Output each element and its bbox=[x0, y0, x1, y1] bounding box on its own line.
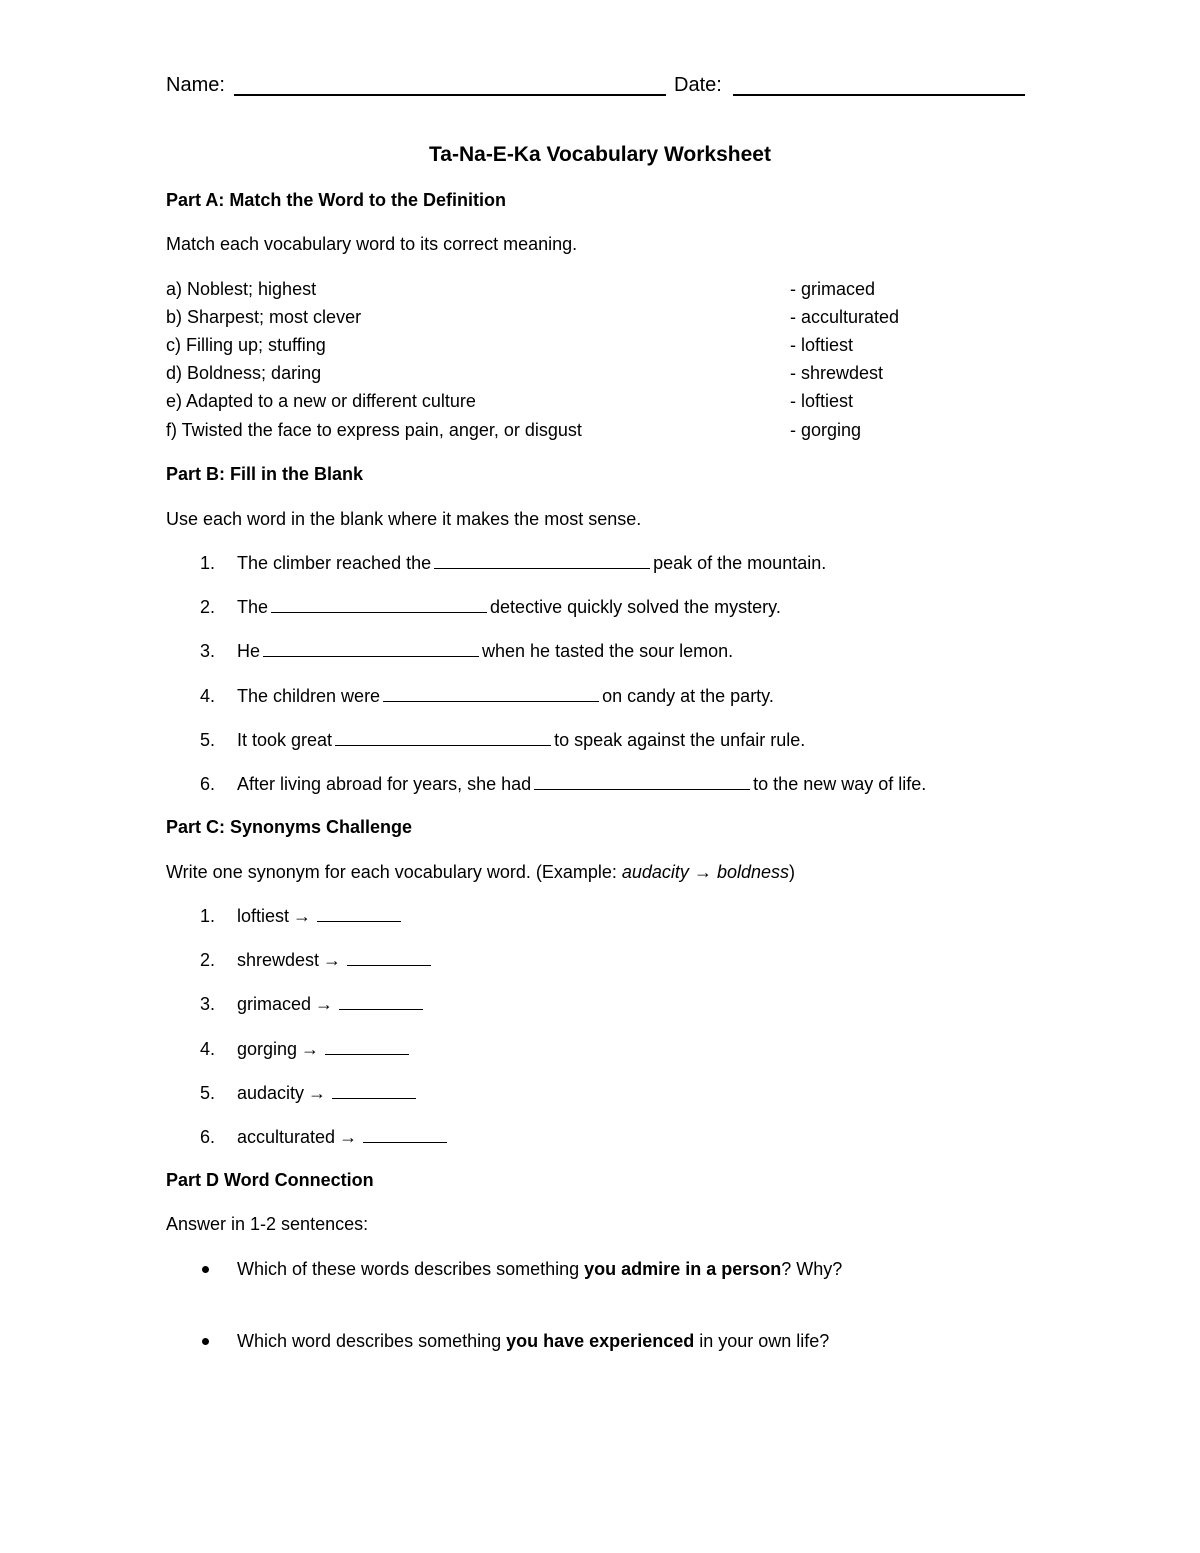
name-label: Name: bbox=[166, 74, 225, 96]
part-a-heading: Part A: Match the Word to the Definition bbox=[166, 190, 506, 210]
part-c-instruction-end: ) bbox=[789, 862, 796, 882]
example-synonym: boldness bbox=[716, 862, 790, 882]
definition-f: f) Twisted the face to express pain, anger, or disgust bbox=[166, 420, 582, 440]
synonym-word: loftiest bbox=[237, 906, 290, 926]
fill-blank-before: It took great bbox=[237, 730, 333, 750]
synonym-word: acculturated bbox=[237, 1127, 336, 1147]
fill-blank-before: The children were bbox=[237, 686, 381, 706]
synonym-item bbox=[237, 993, 423, 1015]
question-text-end: in your own life? bbox=[694, 1331, 830, 1351]
example-word: audacity bbox=[621, 862, 689, 882]
part-b-instruction: Use each word in the blank where it makes the most sense. bbox=[166, 509, 642, 529]
fill-blank-item bbox=[237, 640, 733, 662]
part-a-instruction: Match each vocabulary word to its correct meaning. bbox=[166, 234, 578, 254]
question-text: Which of these words describes something bbox=[237, 1259, 585, 1279]
synonym-blank[interactable] bbox=[325, 1038, 409, 1055]
arrow-icon: → bbox=[323, 950, 342, 970]
bullet-icon bbox=[200, 1333, 212, 1345]
question-text-end: ? Why? bbox=[781, 1259, 843, 1279]
fill-blank-number: 2. bbox=[200, 597, 216, 617]
part-c-heading: Part C: Synonyms Challenge bbox=[166, 817, 413, 837]
match-word-6: - gorging bbox=[790, 420, 862, 440]
fill-blank-number: 6. bbox=[200, 774, 216, 794]
date-blank bbox=[733, 94, 1025, 96]
fill-blank-item bbox=[237, 596, 781, 618]
synonym-item bbox=[237, 905, 401, 927]
fill-blank-after: when he tasted the sour lemon. bbox=[482, 641, 734, 661]
fill-blank-after: to the new way of life. bbox=[753, 774, 927, 794]
fill-blank-item bbox=[237, 685, 774, 707]
arrow-icon: → bbox=[315, 994, 334, 1014]
synonym-blank[interactable] bbox=[363, 1126, 447, 1143]
question-emphasis: you have experienced bbox=[506, 1331, 695, 1351]
fill-blank-after: on candy at the party. bbox=[602, 686, 774, 706]
synonym-word: shrewdest bbox=[237, 950, 320, 970]
part-b-heading: Part B: Fill in the Blank bbox=[166, 464, 364, 484]
fill-blank-item bbox=[237, 729, 805, 751]
synonym-word: grimaced bbox=[237, 994, 312, 1014]
fill-blank-before: The climber reached the bbox=[237, 553, 432, 573]
header-row bbox=[166, 72, 1030, 100]
fill-blank-before: The bbox=[237, 597, 269, 617]
fill-blank-line[interactable] bbox=[434, 552, 650, 569]
fill-blank-after: to speak against the unfair rule. bbox=[554, 730, 806, 750]
definition-c: c) Filling up; stuffing bbox=[166, 335, 326, 355]
synonym-number: 4. bbox=[200, 1039, 216, 1059]
question-text: Which word describes something bbox=[237, 1331, 507, 1351]
synonym-item bbox=[237, 1126, 447, 1148]
name-blank bbox=[234, 94, 666, 96]
fill-blank-after: detective quickly solved the mystery. bbox=[490, 597, 781, 617]
bullet-icon bbox=[200, 1261, 212, 1273]
fill-blank-item bbox=[237, 552, 826, 574]
part-d-heading: Part D Word Connection bbox=[166, 1170, 374, 1190]
fill-blank-before: He bbox=[237, 641, 261, 661]
definition-a: a) Noblest; highest bbox=[166, 279, 317, 299]
part-d-instruction: Answer in 1-2 sentences: bbox=[166, 1214, 369, 1234]
date-label: Date: bbox=[674, 74, 722, 96]
fill-blank-line[interactable] bbox=[271, 596, 487, 613]
definition-d: d) Boldness; daring bbox=[166, 363, 322, 383]
synonym-item bbox=[237, 1038, 409, 1060]
synonym-number: 5. bbox=[200, 1083, 216, 1103]
synonym-number: 2. bbox=[200, 950, 216, 970]
fill-blank-line[interactable] bbox=[263, 640, 479, 657]
synonym-word: audacity bbox=[237, 1083, 305, 1103]
match-word-4: - shrewdest bbox=[790, 363, 884, 383]
definition-b: b) Sharpest; most clever bbox=[166, 307, 362, 327]
part-c-instruction bbox=[166, 861, 795, 883]
part-c-instruction-text: Write one synonym for each vocabulary word. (Example: bbox=[166, 862, 622, 882]
worksheet-title: Ta-Na-E-Ka Vocabulary Worksheet bbox=[429, 143, 771, 166]
arrow-icon: → bbox=[293, 906, 312, 926]
synonym-number: 3. bbox=[200, 994, 216, 1014]
fill-blank-before: After living abroad for years, she had bbox=[237, 774, 532, 794]
question-emphasis: you admire in a person bbox=[584, 1259, 782, 1279]
arrow-icon: → bbox=[339, 1127, 358, 1147]
question-item bbox=[237, 1330, 829, 1352]
match-word-1: - grimaced bbox=[790, 279, 876, 299]
synonym-word: gorging bbox=[237, 1039, 298, 1059]
example-arrow-icon: → bbox=[693, 862, 712, 882]
match-word-5: - loftiest bbox=[790, 391, 854, 411]
synonym-blank[interactable] bbox=[317, 905, 401, 922]
fill-blank-line[interactable] bbox=[383, 685, 599, 702]
fill-blank-number: 3. bbox=[200, 641, 216, 661]
fill-blank-line[interactable] bbox=[534, 773, 750, 790]
arrow-icon: → bbox=[301, 1039, 320, 1059]
fill-blank-line[interactable] bbox=[335, 729, 551, 746]
fill-blank-number: 1. bbox=[200, 553, 216, 573]
fill-blank-item bbox=[237, 773, 926, 795]
synonym-item bbox=[237, 1082, 416, 1104]
match-word-3: - loftiest bbox=[790, 335, 854, 355]
synonym-blank[interactable] bbox=[347, 949, 431, 966]
fill-blank-after: peak of the mountain. bbox=[653, 553, 827, 573]
fill-blank-number: 5. bbox=[200, 730, 216, 750]
question-item bbox=[237, 1258, 842, 1280]
synonym-blank[interactable] bbox=[339, 993, 423, 1010]
fill-blank-number: 4. bbox=[200, 686, 216, 706]
definition-e: e) Adapted to a new or different culture bbox=[166, 391, 476, 411]
match-word-2: - acculturated bbox=[790, 307, 900, 327]
synonym-number: 6. bbox=[200, 1127, 216, 1147]
synonym-number: 1. bbox=[200, 906, 216, 926]
arrow-icon: → bbox=[308, 1083, 327, 1103]
synonym-item bbox=[237, 949, 431, 971]
synonym-blank[interactable] bbox=[332, 1082, 416, 1099]
